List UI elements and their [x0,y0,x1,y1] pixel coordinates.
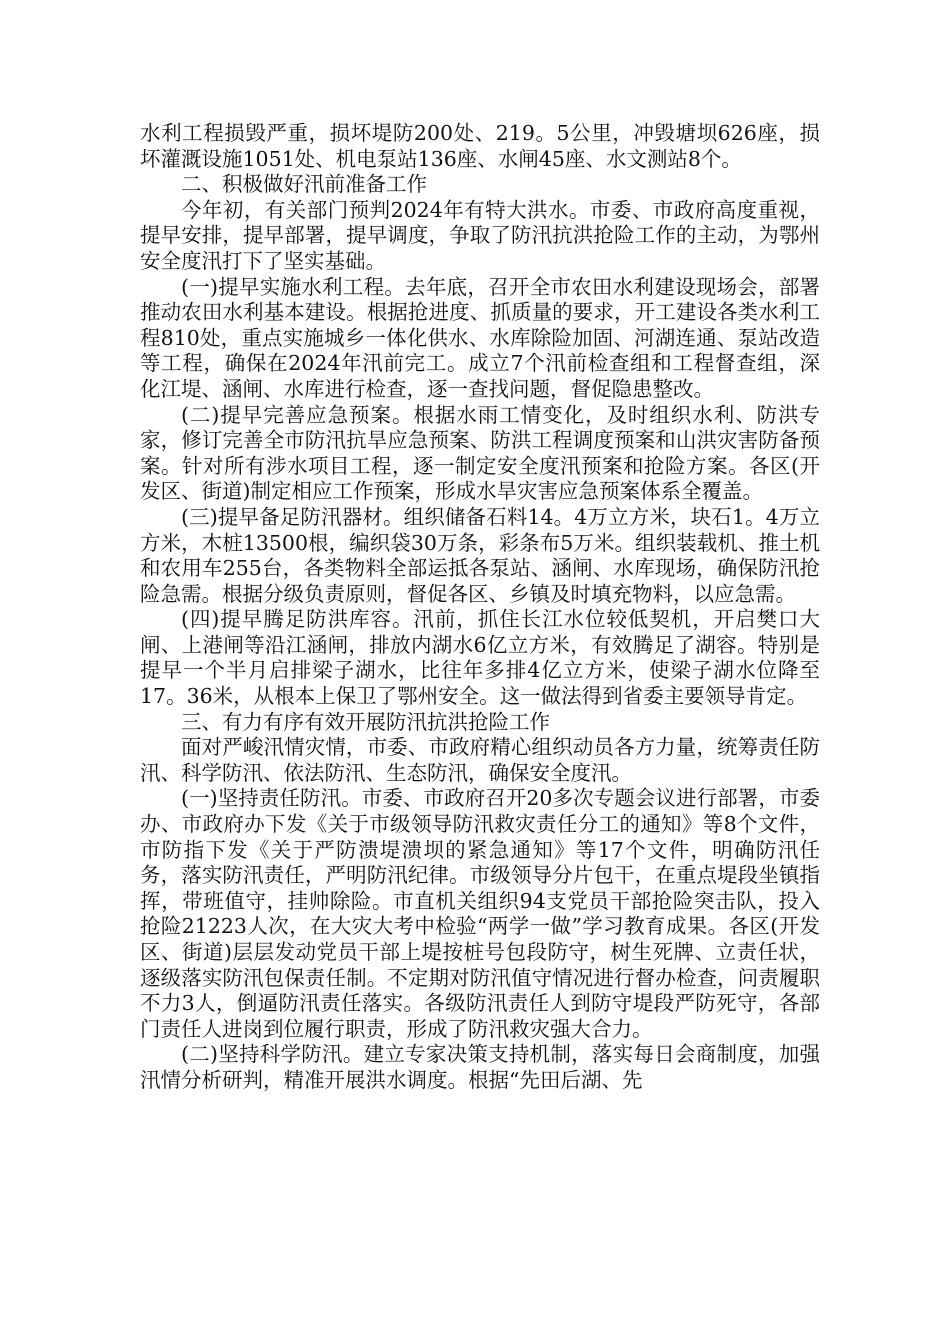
paragraph: (三)提早备足防汛器材。组织储备石料14。4万立方米，块石1。4万立方米，木桩13500根，编织袋30万条，彩条布5万米。组织装载机、推土机和农用车255台，各类物料全部运抵各泵站、涵闸、水库现场，确保防汛抢险急需。根据分级负责原则，督促各区、乡镇及时填充物料，以应急需。 [140,504,820,606]
document-body [140,121,820,1094]
paragraph-continuation: 水利工程损毁严重，损坏堤防200处、219。5公里，冲毁塘坝626座，损坏灌溉设施1051处、机电泵站136座、水闸45座、水文测站8个。 [140,121,820,171]
paragraph: (一)坚持责任防汛。市委、市政府召开20多次专题会议进行部署，市委办、市政府办下发《关于市级领导防汛救灾责任分工的通知》等8个文件，市防指下发《关于严防溃堤溃坝的紧急通知》等17个文件，明确防汛任务，落实防汛责任，严明防汛纪律。市级领导分片包干，在重点堤段坐镇指挥，带班值守，挂帅除险。市直机关组织94支党员干部抢险突击队，投入抢险21223人次，在大灾大考中检验“两学一做”学习教育成果。各区(开发区、街道)层层发动党员干部上堤按桩号包段防守，树生死牌、立责任状，逐级落实防汛包保责任制。不定期对防汛值守情况进行督办检查，问责履职不力3人，倒逼防汛责任落实。各级防汛责任人到防守堤段严防死守，各部门责任人进岗到位履行职责，形成了防汛救灾强大合力。 [140,786,820,1041]
section-heading-2: 二、积极做好汛前准备工作 [181,172,427,197]
paragraph: (一)提早实施水利工程。去年底，召开全市农田水利建设现场会，部署推动农田水利基本建设。根据抢进度、抓质量的要求，开工建设各类水利工程810处，重点实施城乡一体化供水、水库除险加固、河湖连通、泵站改造等工程，确保在2024年汛前完工。成立7个汛前检查组和工程督查组，深化江堤、涵闸、水库进行检查，逐一查找问题，督促隐患整改。 [140,274,820,401]
section-heading-3: 三、有力有序有效开展防汛抗洪抢险工作 [181,709,550,734]
paragraph: 面对严峻汛情灾情，市委、市政府精心组织动员各方力量，统筹责任防汛、科学防汛、依法防汛、生态防汛，确保安全度汛。 [140,735,820,785]
paragraph: (四)提早腾足防洪库容。汛前，抓住长江水位较低契机，开启樊口大闸、上港闸等沿江涵闸，排放内湖水6亿立方米，有效腾足了湖容。特别是提早一个半月启排梁子湖水，比往年多排4亿立方米，使梁子湖水位降至17。36米，从根本上保卫了鄂州安全。这一做法得到省委主要领导肯定。 [140,607,820,709]
paragraph: 今年初，有关部门预判2024年有特大洪水。市委、市政府高度重视，提早安排，提早部署，提早调度，争取了防汛抗洪抢险工作的主动，为鄂州安全度汛打下了坚实基础。 [140,197,820,273]
paragraph: (二)坚持科学防汛。建立专家决策支持机制，落实每日会商制度，加强汛情分析研判，精准开展洪水调度。根据“先田后湖、先 [140,1042,820,1092]
paragraph: (二)提早完善应急预案。根据水雨工情变化，及时组织水利、防洪专家，修订完善全市防汛抗旱应急预案、防洪工程调度预案和山洪灾害防备预案。针对所有涉水项目工程，逐一制定安全度汛预案和抢险方案。各区(开发区、街道)制定相应工作预案，形成水旱灾害应急预案体系全覆盖。 [140,402,820,504]
